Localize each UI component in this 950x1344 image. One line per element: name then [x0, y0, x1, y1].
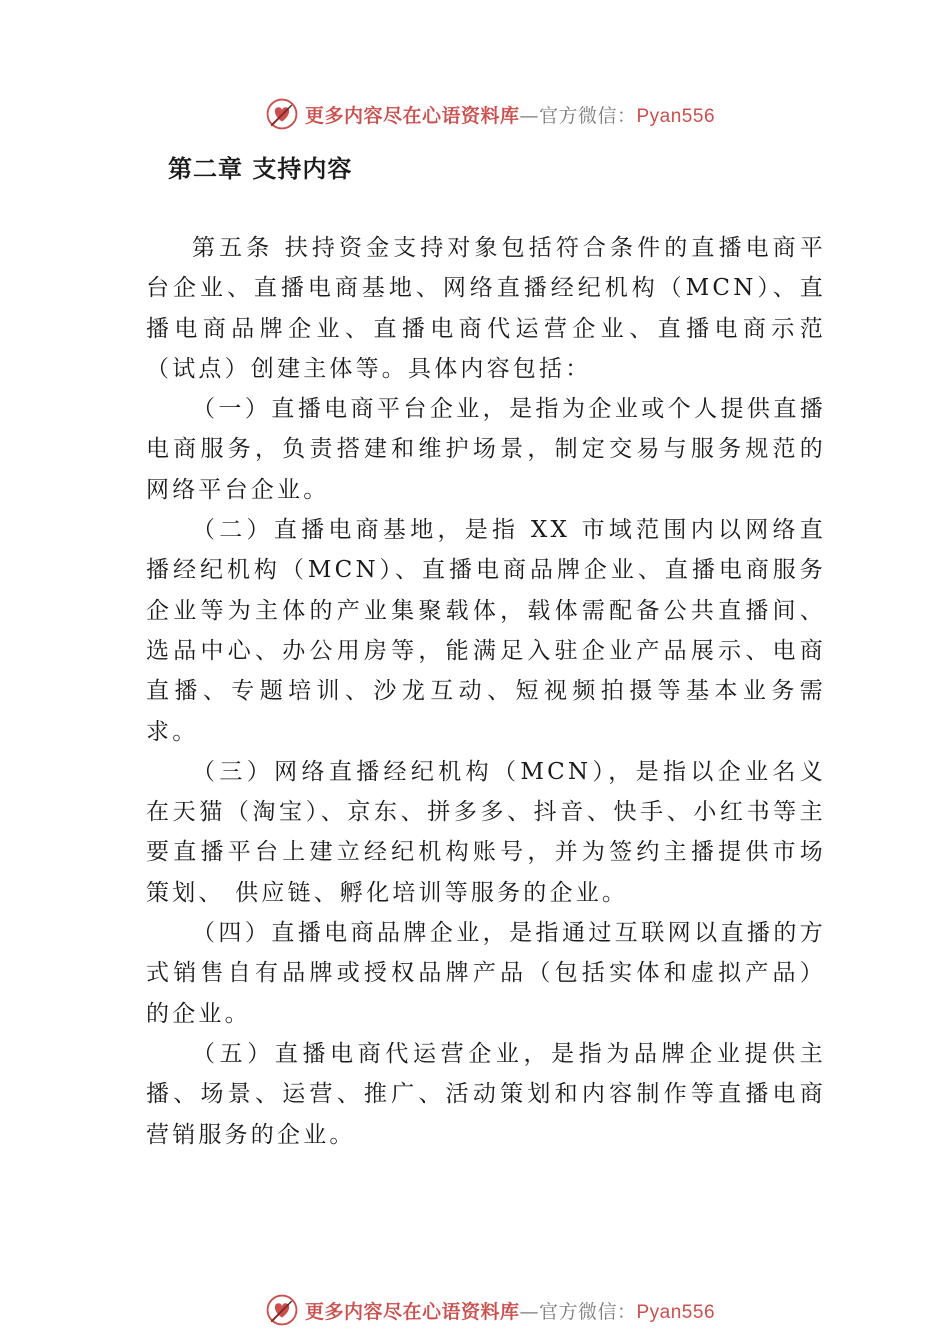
banner-wechat-id: Pyan556: [636, 1301, 716, 1323]
footer-banner: [0, 1290, 950, 1330]
heart-pen-logo-icon: [265, 1293, 299, 1327]
paragraph-item-1: （一）直播电商平台企业，是指为企业或个人提供直播电商服务，负责搭建和维护场景，制定交易与服务规范的网络平台企业。: [146, 396, 826, 503]
banner-library-text: 更多内容尽在心语资料库: [304, 104, 520, 127]
banner-wechat-id: Pyan556: [636, 105, 716, 127]
chapter-title: 第二章 支持内容: [168, 155, 353, 183]
paragraph-item-3: （三）网络直播经纪机构（MCN），是指以企业名义在天猫（淘宝）、京东、拼多多、抖音、快手、小红书等主要直播平台上建立经纪机构账号，并为签约主播提供市场策划、 供应链、孵化培训等服务的企业。: [146, 758, 826, 906]
header-banner: [0, 94, 950, 134]
banner-text: [305, 1297, 715, 1324]
banner-wechat-label: —官方微信：: [519, 104, 637, 127]
paragraph-item-2: （二）直播电商基地，是指 XX 市域范围内以网络直播经纪机构（MCN）、直播电商品牌企业、直播电商服务企业等为主体的产业集聚载体，载体需配备公共直播间、选品中心、办公用房等，能满足入驻企业产品展示、电商直播、专题培训、沙龙互动、短视频拍摄等基本业务需求。: [146, 517, 826, 745]
paragraph-item-4: （四）直播电商品牌企业，是指通过互联网以直播的方式销售自有品牌或授权品牌产品（包括实体和虚拟产品）的企业。: [146, 920, 826, 1027]
document-body: [146, 148, 826, 1155]
paragraph-item-5: （五）直播电商代运营企业，是指为品牌企业提供主播、场景、运营、推广、活动策划和内容制作等直播电商营销服务的企业。: [146, 1040, 826, 1148]
banner-wechat-label: —官方微信：: [519, 1300, 637, 1323]
heart-pen-logo-icon: [265, 97, 299, 131]
banner-text: [305, 101, 715, 128]
paragraph-article-5: 第五条 扶持资金支持对象包括符合条件的直播电商平台企业、直播电商基地、网络直播经纪机构（MCN）、直播电商品牌企业、直播电商代运营企业、直播电商示范（试点）创建主体等。具体内容包括：: [146, 235, 826, 382]
banner-library-text: 更多内容尽在心语资料库: [304, 1300, 520, 1323]
